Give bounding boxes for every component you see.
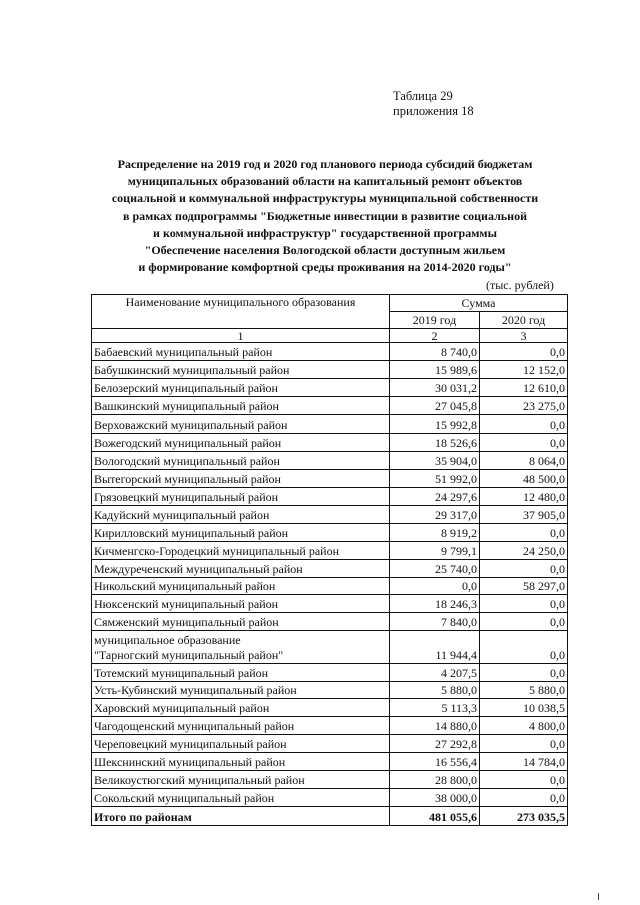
district-name: Верховажский муниципальный район [92,415,390,434]
district-name: Вытегорский муниципальный район [92,470,390,488]
district-name: Усть-Кубинский муниципальный район [92,682,390,699]
col-number: 2 [390,329,480,343]
district-name: Великоустюгский муниципальный район [92,771,390,789]
col-number: 1 [92,329,390,343]
amount-2019: 14 880,0 [390,717,480,735]
amount-2019: 0,0 [390,578,480,595]
title-line: "Обеспечение населения Вологодской области доступным жильем [144,243,506,258]
amount-2019: 29 317,0 [390,506,480,524]
total-2019: 481 055,6 [390,807,480,826]
district-name: Белозерский муниципальный район [92,379,390,397]
title-line: в рамках подпрограммы "Бюджетные инвестиции в развитие социальной [123,208,527,223]
table-row [92,735,568,753]
table-row [92,434,568,452]
amount-2020: 10 038,5 [480,699,568,717]
amount-2019: 27 292,8 [390,735,480,753]
amount-2019: 25 740,0 [390,560,480,578]
table-row [92,595,568,613]
amount-2019: 9 799,1 [390,542,480,560]
amount-2020: 0,0 [480,524,568,542]
district-name: Кирилловский муниципальный район [92,524,390,542]
district-name: Вожегодский муниципальный район [92,434,390,452]
title-line: и формирование комфортной среды проживания на 2014-2020 годы" [138,260,512,275]
total-label: Итого по районам [92,807,390,826]
amount-2019: 18 526,6 [390,434,480,452]
amount-2020: 8 064,0 [480,452,568,470]
table-row [92,361,568,379]
table-row [92,506,568,524]
header-row [92,295,568,312]
amount-2020: 14 784,0 [480,753,568,771]
district-name: Вашкинский муниципальный район [92,397,390,415]
title-line: и коммунальной инфраструктур" государственной программы [153,225,497,240]
header-2019: 2019 год [390,312,480,329]
amount-2020: 0,0 [480,434,568,452]
table-row [92,771,568,789]
district-name: Шекснинский муниципальный район [92,753,390,771]
table-row [92,415,568,434]
district-name: Бабушкинский муниципальный район [92,361,390,379]
subsidy-table [91,294,568,826]
amount-2020: 0,0 [480,560,568,578]
district-name: Междуреченский муниципальный район [92,560,390,578]
district-name: Кичменгско-Городецкий муниципальный район [92,542,390,560]
table-row [92,699,568,717]
amount-2020: 5 880,0 [480,682,568,699]
total-2020: 273 035,5 [480,807,568,826]
amount-2019: 8 740,0 [390,343,480,361]
table-row [92,524,568,542]
district-name: Череповецкий муниципальный район [92,735,390,753]
amount-2020: 0,0 [480,343,568,361]
amount-2020: 23 275,0 [480,397,568,415]
amount-2020: 0,0 [480,771,568,789]
table-row [92,753,568,771]
appendix-number: приложения 18 [393,104,474,118]
district-name: Сокольский муниципальный район [92,789,390,807]
title-line: муниципальных образований области на капитальный ремонт объектов [127,174,523,189]
amount-2020: 0,0 [480,595,568,613]
district-name: Харовский муниципальный район [92,699,390,717]
table-row [92,664,568,682]
district-name: Кадуйский муниципальный район [92,506,390,524]
table-row [92,560,568,578]
amount-2019: 11 944,4 [390,631,480,664]
district-name: Сямженский муниципальный район [92,613,390,631]
table-row [92,682,568,699]
amount-2020: 12 480,0 [480,488,568,506]
header-name: Наименование муниципального образования [92,295,390,329]
district-name [92,631,390,664]
amount-2020: 12 610,0 [480,379,568,397]
amount-2019: 30 031,2 [390,379,480,397]
table-row [92,717,568,735]
amount-2020: 0,0 [480,789,568,807]
header-2020: 2020 год [480,312,568,329]
amount-2019: 24 297,6 [390,488,480,506]
district-name-line: муниципальное образование [94,633,241,647]
amount-2019: 35 904,0 [390,452,480,470]
document-title [80,156,570,276]
title-line: Распределение на 2019 год и 2020 год планового периода субсидий бюджетам [117,157,533,171]
amount-2019: 4 207,5 [390,664,480,682]
amount-2020: 0,0 [480,613,568,631]
table-row [92,542,568,560]
title-line: социальной и коммунальной инфраструктуры муниципальной собственности [111,191,539,206]
amount-2020: 37 905,0 [480,506,568,524]
amount-2019: 15 989,6 [390,361,480,379]
amount-2020: 12 152,0 [480,361,568,379]
amount-2020: 0,0 [480,415,568,434]
amount-2019: 7 840,0 [390,613,480,631]
table-row [92,470,568,488]
district-name: Никольский муниципальный район [92,578,390,595]
amount-2020: 0,0 [480,735,568,753]
amount-2019: 28 800,0 [390,771,480,789]
amount-2019: 38 000,0 [390,789,480,807]
table-row [92,452,568,470]
margin-mark [598,893,599,900]
amount-2019: 5 880,0 [390,682,480,699]
amount-2020: 4 800,0 [480,717,568,735]
district-name: Чагодощенский муниципальный район [92,717,390,735]
col-number: 3 [480,329,568,343]
amount-2020: 0,0 [480,664,568,682]
district-name: Тотемский муниципальный район [92,664,390,682]
table-row [92,613,568,631]
amount-2020: 0,0 [480,631,568,664]
table-row [92,488,568,506]
units-note: (тыс. рублей) [486,278,554,292]
amount-2020: 48 500,0 [480,470,568,488]
table-row [92,631,568,664]
amount-2019: 51 992,0 [390,470,480,488]
amount-2019: 8 919,2 [390,524,480,542]
amount-2019: 5 113,3 [390,699,480,717]
table-row [92,789,568,807]
district-name-line: "Тарногский муниципальный район" [94,648,284,662]
district-name: Вологодский муниципальный район [92,452,390,470]
amount-2019: 16 556,4 [390,753,480,771]
total-row [92,807,568,826]
table-row [92,397,568,415]
district-name: Грязовецкий муниципальный район [92,488,390,506]
amount-2020: 58 297,0 [480,578,568,595]
table-reference [393,89,474,119]
table-row [92,343,568,361]
district-name: Бабаевский муниципальный район [92,343,390,361]
amount-2019: 27 045,8 [390,397,480,415]
amount-2019: 15 992,8 [390,415,480,434]
header-sum: Сумма [390,295,568,312]
amount-2019: 18 246,3 [390,595,480,613]
table-number: Таблица 29 [393,89,453,103]
table-row [92,578,568,595]
district-name: Нюксенский муниципальный район [92,595,390,613]
amount-2020: 24 250,0 [480,542,568,560]
table-row [92,379,568,397]
column-numbers-row [92,329,568,343]
